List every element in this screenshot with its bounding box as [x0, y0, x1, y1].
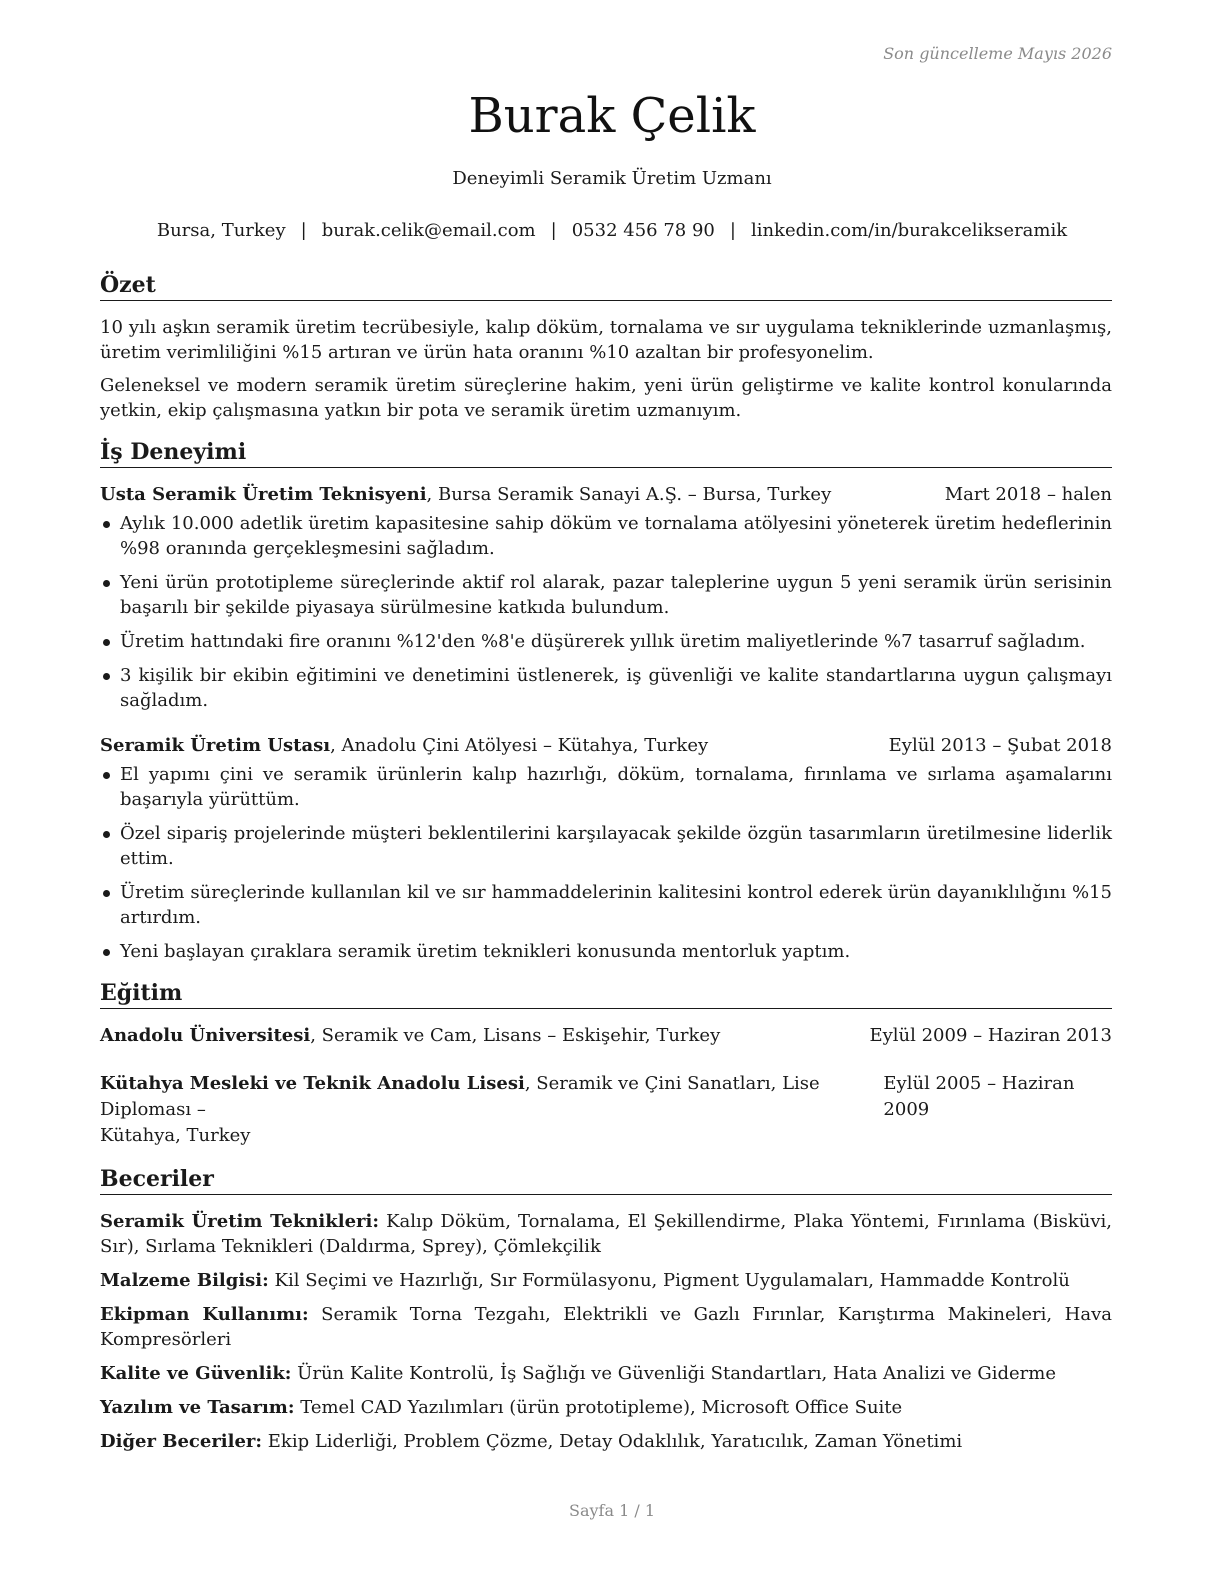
job-header [100, 482, 1112, 508]
job-role: Seramik Üretim Ustası [100, 735, 331, 756]
summary-paragraph: 10 yılı aşkın seramik üretim tecrübesiyle, kalıp döküm, tornalama ve sır uygulama tekniklerinde uzmanlaşmış, üretim verimliliğini %15 artıran ve ürün hata oranını %10 azaltan bir profesyonelim. [100, 317, 1112, 363]
resume-body [100, 270, 1112, 1463]
skill-row [100, 1209, 1112, 1259]
job-bullet: Üretim süreçlerinde kullanılan kil ve sır hammaddelerinin kalitesini kontrol ederek ürün dayanıklılığını %15 artırdım. [100, 880, 1112, 930]
education-school: Kütahya Mesleki ve Teknik Anadolu Lisesi [100, 1073, 525, 1094]
education-detail: , Seramik ve Çini Sanatları, Lise Diploması – [100, 1073, 820, 1120]
skill-row [100, 1361, 1112, 1386]
skills-section [100, 1164, 1112, 1454]
education-dates: Eylül 2009 – Haziran 2013 [869, 1025, 1112, 1046]
job-entry [100, 733, 1112, 964]
job-org: , Anadolu Çini Atölyesi – Kütahya, Turkey [330, 735, 709, 756]
education-entry [100, 1023, 1112, 1049]
section-heading-summary: Özet [100, 270, 1112, 301]
job-bullet: 3 kişilik bir ekibin eğitimini ve denetimini üstlenerek, iş güvenliği ve kalite standartlarına uygun çalışmayı sağladım. [100, 663, 1112, 713]
skill-row [100, 1268, 1112, 1293]
education-title-line [100, 1071, 883, 1123]
job-title-line [100, 733, 708, 759]
skill-value: Kil Seçimi ve Hazırlığı, Sır Formülasyonu, Pigment Uygulamaları, Hammadde Kontrolü [268, 1270, 1070, 1291]
contact-phone: 0532 456 78 90 [571, 220, 715, 241]
summary-section [100, 270, 1112, 423]
education-section [100, 978, 1112, 1148]
education-header [100, 1071, 1112, 1123]
job-dates: Mart 2018 – halen [944, 484, 1112, 505]
job-bullet: Aylık 10.000 adetlik üretim kapasitesine sahip döküm ve tornalama atölyesini yöneterek üretim hedeflerinin %98 oranında gerçekleşmesini sağladım. [100, 511, 1112, 561]
skill-row [100, 1429, 1112, 1454]
education-title-line [100, 1023, 720, 1049]
section-heading-experience: İş Deneyimi [100, 437, 1112, 468]
skill-value: Ürün Kalite Kontrolü, İş Sağlığı ve Güvenliği Standartları, Hata Analizi ve Giderme [291, 1363, 1056, 1384]
contact-separator: | [729, 220, 736, 241]
contact-email[interactable]: burak.celik@email.com [321, 220, 536, 241]
skill-row [100, 1395, 1112, 1420]
job-dates: Eylül 2013 – Şubat 2018 [888, 735, 1112, 756]
education-entry [100, 1071, 1112, 1148]
contact-location: Bursa, Turkey [156, 220, 286, 241]
education-school: Anadolu Üniversitesi [100, 1025, 311, 1046]
skill-label: Yazılım ve Tasarım: [100, 1397, 295, 1418]
job-bullet: El yapımı çini ve seramik ürünlerin kalıp hazırlığı, döküm, tornalama, fırınlama ve sırlama aşamalarını başarıyla yürüttüm. [100, 762, 1112, 812]
job-entry [100, 482, 1112, 713]
job-title-line [100, 482, 831, 508]
job-bullets [100, 511, 1112, 713]
section-heading-skills: Beceriler [100, 1164, 1112, 1195]
candidate-name: Burak Çelik [468, 88, 756, 144]
skill-label: Ekipman Kullanımı: [100, 1304, 309, 1325]
skill-label: Diğer Beceriler: [100, 1431, 263, 1452]
section-heading-education: Eğitim [100, 978, 1112, 1009]
education-location: Kütahya, Turkey [100, 1125, 251, 1146]
skill-label: Seramik Üretim Teknikleri: [100, 1211, 379, 1232]
contact-line [0, 218, 1224, 244]
candidate-title: Deneyimli Seramik Üretim Uzmanı [452, 168, 772, 189]
skill-value: Seramik Torna Tezgahı, Elektrikli ve Gazlı Fırınlar, Karıştırma Makineleri, Hava Kompresörleri [100, 1304, 1112, 1350]
skill-row [100, 1302, 1112, 1352]
job-bullet: Yeni başlayan çıraklara seramik üretim teknikleri konusunda mentorluk yaptım. [100, 939, 1112, 964]
skill-value: Temel CAD Yazılımları (ürün prototipleme), Microsoft Office Suite [294, 1397, 903, 1418]
job-role: Usta Seramik Üretim Teknisyeni [100, 484, 427, 505]
job-bullet: Üretim hattındaki fire oranını %12'den %8'e düşürerek yıllık üretim maliyetlerinde %7 tasarruf sağladım. [100, 629, 1112, 654]
contact-separator: | [300, 220, 307, 241]
last-updated-note: Son güncelleme Mayıs 2026 [883, 44, 1112, 63]
education-dates: Eylül 2005 – Haziran 2009 [883, 1073, 1075, 1120]
summary-paragraph: Geleneksel ve modern seramik üretim süreçlerine hakim, yeni ürün geliştirme ve kalite kontrol konularında yetkin, ekip çalışmasına yatkın bir pota ve seramik üretim uzmanıyım. [100, 375, 1112, 421]
job-header [100, 733, 1112, 759]
skill-value: Ekip Liderliği, Problem Çözme, Detay Odaklılık, Yaratıcılık, Zaman Yönetimi [262, 1431, 963, 1452]
education-detail: , Seramik ve Cam, Lisans – Eskişehir, Turkey [310, 1025, 721, 1046]
job-org: , Bursa Seramik Sanayi A.Ş. – Bursa, Turkey [426, 484, 832, 505]
contact-separator: | [550, 220, 557, 241]
experience-section [100, 437, 1112, 964]
skill-value: Kalıp Döküm, Tornalama, El Şekillendirme, Plaka Yöntemi, Fırınlama (Bisküvi, Sır), Sırlama Teknikleri (Daldırma, Sprey), Çömlekçilik [100, 1211, 1112, 1257]
job-bullet: Yeni ürün prototipleme süreçlerinde aktif rol alarak, pazar taleplerine uygun 5 yeni seramik ürün serisinin başarılı bir şekilde piyasaya sürülmesine katkıda bulundum. [100, 570, 1112, 620]
job-bullet: Özel sipariş projelerinde müşteri beklentilerini karşılayacak şekilde özgün tasarımların üretilmesine liderlik ettim. [100, 821, 1112, 871]
skill-label: Kalite ve Güvenlik: [100, 1363, 292, 1384]
skill-label: Malzeme Bilgisi: [100, 1270, 269, 1291]
job-bullets [100, 762, 1112, 964]
page-number: Sayfa 1 / 1 [568, 1501, 655, 1520]
contact-linkedin[interactable]: linkedin.com/in/burakcelikseramik [750, 220, 1068, 241]
